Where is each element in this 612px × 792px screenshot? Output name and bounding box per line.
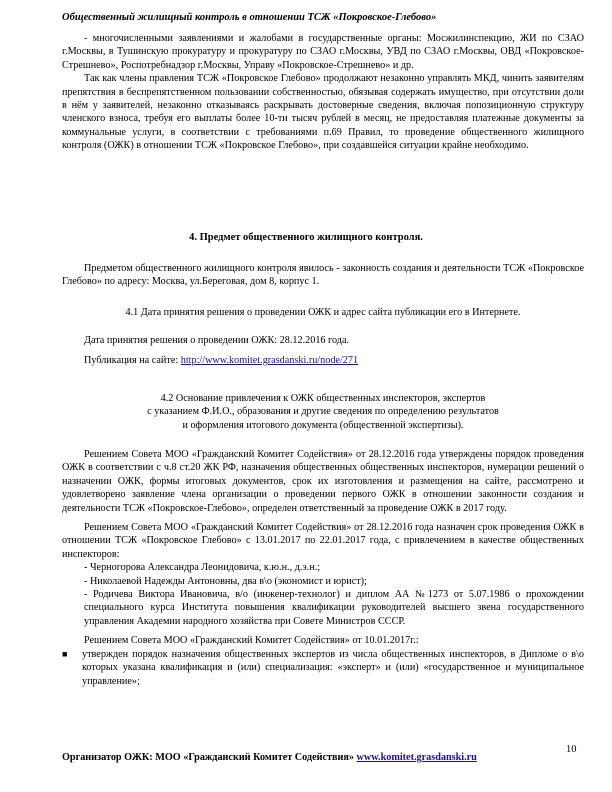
section-4-1-title	[62, 306, 584, 319]
decision-date	[84, 334, 584, 347]
section-4-1-heading: 4.1 Дата принятия решения о проведении ОЖК и адрес сайта публикации его в Интернете.	[125, 307, 521, 318]
inspector-item: - Черногорова Александра Леонидовича, к.ю.н., д.э.н.;	[84, 562, 321, 574]
intro-block	[62, 32, 584, 153]
publication-label: Публикация на сайте:	[84, 355, 181, 366]
council-decision-paragraph-2: Решением Совета МОО «Гражданский Комитет Содействия» от 28.12.2016 года назначен срок проведения ОЖК в отношении ТСЖ «Покровское Глебово» с 13.01.2017 по 22.01.2017 года, с привлечением в качестве общественных инспекторов:	[62, 522, 584, 560]
square-bullet-icon: ■	[62, 648, 68, 659]
inspector-item: - Николаевой Надежды Антоновны, два в\о (экономист и юрист);	[84, 575, 367, 587]
running-header: Общественный жилищный контроль в отношении ТСЖ «Покровское-Глебово»	[62, 12, 437, 23]
section-4-2-title-line-2: с указанием Ф.И.О., образования и другие сведения по определению результатов	[147, 406, 499, 418]
intro-paragraph-2: Так как члены правления ТСЖ «Покровское Глебово» продолжают незаконно управлять МКД, чинить заявителям препятствия в беспрепятственном пользовании собственностью, обязывая содержать имущество, при отсутствии доли в нём у заявителей, незаконно отказываясь раскрывать достоверные сведения, включая попозиционную структуру членского взноса, требуя его выплаты более 10-ти тысяч рублей в месяц, не предоставляя платежные документы за коммунальные услуги, в соответствии с требованиями п.69 Правил, то проведение общественного жилищного контроля (ОЖК) в отношении ТСЖ «Покровское Глебово», при создавшейся ситуации крайне необходимо.	[62, 73, 584, 152]
footer	[62, 752, 477, 763]
intro-paragraph-1: - многочисленными заявлениями и жалобами в государственные органы: Мосжилинспекцию, ЖИ по СЗАО г.Москвы, в Тушинскую прокуратуру и прокуратуру по СЗАО г.Москвы, УВД по СЗАО г.Москвы, ОВД «Покровское-Стрешнево», Роспотребнадзор г.Москвы, Управу «Покровское-Стрешнево» и др.	[62, 33, 584, 71]
footer-organizer: Организатор ОЖК: МОО «Гражданский Комитет Содействия»	[62, 752, 357, 763]
inspector-item: - Родичева Виктора Ивановича, в/о (инженер-технолог) и диплом АА №1273 от 5.07.1986 о прохождении специального курса Института повышения квалификации руководителей высшего звена государственного управления Академии народного хозяйства при Совете Министров СССР.	[84, 589, 584, 627]
council-decision-paragraph-3: Решением Совета МОО «Гражданский Комитет Содействия» от 10.01.2017г.:	[84, 635, 419, 647]
decision-date-text: Дата принятия решения о проведении ОЖК: 28.12.2016 года.	[84, 335, 350, 346]
bullet-item	[62, 648, 584, 688]
publication-link[interactable]: http://www.komitet.grasdanski.ru/node/271	[180, 355, 359, 366]
subject-paragraph: Предметом общественного жилищного контроля явилось - законность создания и деятельности ТСЖ «Покровское Глебово» по адресу: Москва, ул.Береговая, дом 8, корпус 1.	[62, 263, 584, 288]
section-4-title: 4. Предмет общественного жилищного контроля.	[189, 232, 423, 243]
bullet-item-text: утвержден порядок назначения общественных экспертов из числа общественных инспекторов, в Дипломе о в\о которых указана квалификация и (или) специализация: «эксперт» и (или) «государственное и муниципальное управление»;	[82, 648, 584, 687]
section-4-subject	[62, 262, 584, 289]
publication-line	[84, 354, 584, 367]
section-4-2-title-line-3: и оформления итогового документа (общественной экспертизы).	[182, 419, 464, 431]
section-4-2-title-line-1: 4.2 Основание привлечения к ОЖК общественных инспекторов, экспертов	[160, 393, 486, 404]
section-4-2-title	[62, 392, 584, 432]
section-4-2-body	[62, 448, 584, 688]
footer-site-link[interactable]: www.komitet.grasdanski.ru	[356, 752, 477, 763]
page-number: 10	[566, 744, 577, 755]
council-decision-paragraph-1: Решением Совета МОО «Гражданский Комитет Содействия» от 28.12.2016 года утверждены порядок проведения ОЖК в соответствии с ч.8 ст.20 ЖК РФ, назначения общественных общественных инспекторов, нумерации решений о назначении ОЖК, формы итоговых документов, срок их изготовления и размещения на сайте, рассмотрено и удовлетворено заявление члена организации о проведении первого ОЖК в отношении законности создания и деятельности ТСЖ «Покровское-Глебово», определен ответственный за проведение ОЖК в 2017 году.	[62, 449, 584, 514]
